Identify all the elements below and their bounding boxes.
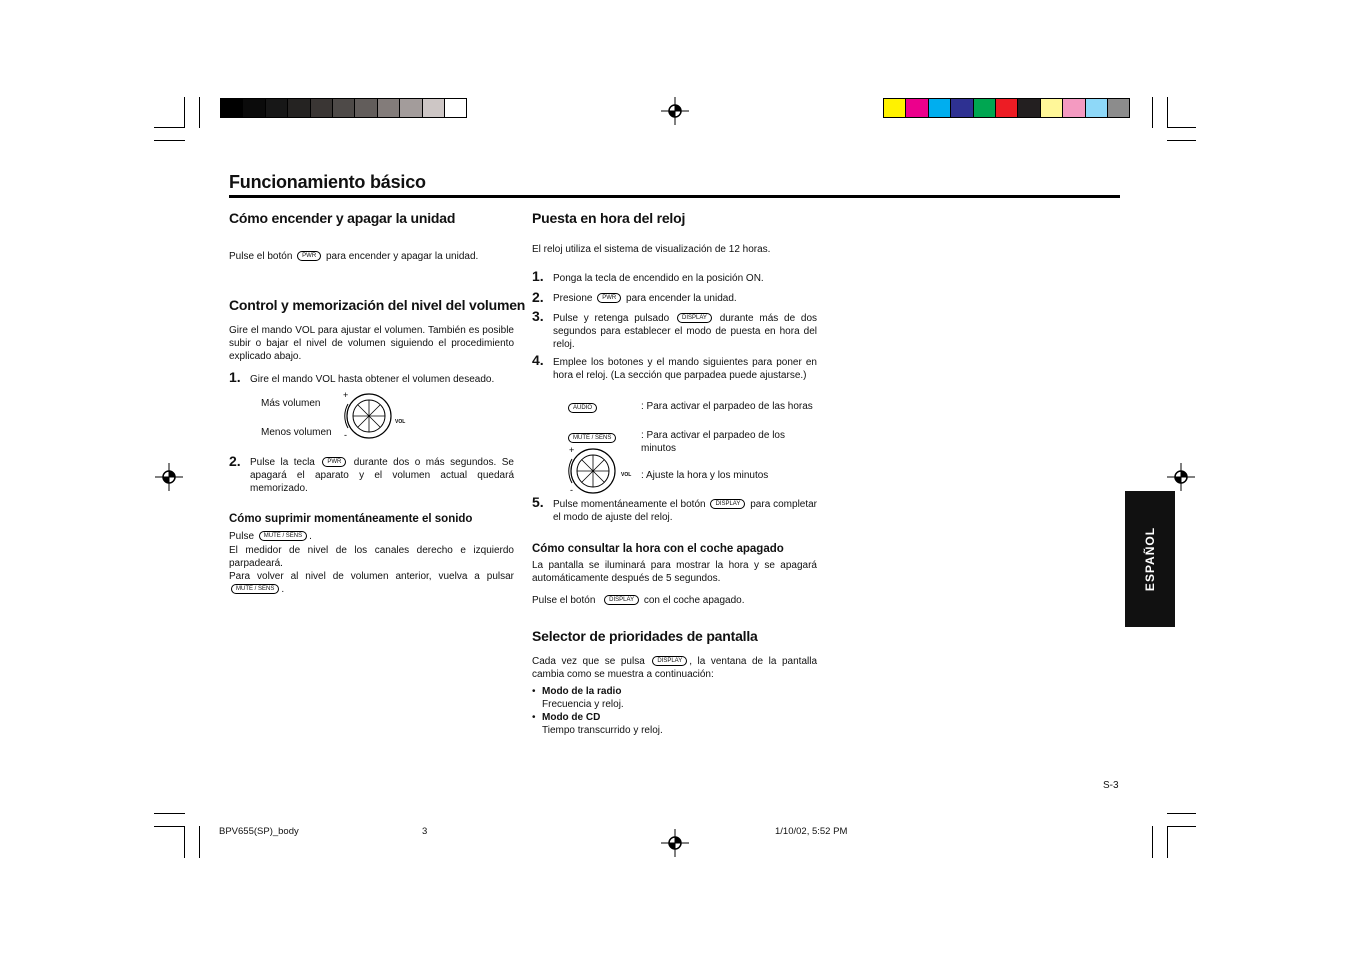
text: Cada vez que se pulsa bbox=[532, 656, 645, 667]
page-number: S-3 bbox=[1103, 780, 1119, 791]
color-swatch bbox=[332, 98, 355, 118]
clock-step-4: Emplee los botones y el mando siguientes para poner en hora el reloj. (La sección que parpadea puede ajustarse.) bbox=[553, 357, 817, 381]
section-heading-clock: Puesta en hora del reloj bbox=[532, 210, 686, 226]
bullet-icon: • bbox=[532, 686, 536, 697]
audio-row-text: : Para activar el parpadeo de las horas bbox=[641, 401, 813, 412]
crop-mark bbox=[1167, 826, 1168, 858]
text: Para volver al nivel de volumen anterior, vuelva a pulsar bbox=[229, 571, 514, 582]
pwr-button-icon: PWR bbox=[597, 293, 621, 303]
pwr-button-icon: PWR bbox=[322, 457, 346, 467]
clock-step-3 bbox=[553, 312, 817, 351]
display-button-icon: DISPLAY bbox=[604, 595, 639, 605]
mute-row-text: : Para activar el parpadeo de los minutos bbox=[641, 430, 785, 454]
knob-minus-label: - bbox=[570, 485, 573, 495]
crop-mark bbox=[1167, 97, 1168, 128]
knob-label-less: Menos volumen bbox=[261, 427, 332, 438]
clock-intro: El reloj utiliza el sistema de visualización de 12 horas. bbox=[532, 244, 771, 255]
cd-mode-title: Modo de CD bbox=[542, 712, 601, 723]
color-swatch bbox=[1085, 98, 1108, 118]
color-swatch bbox=[399, 98, 422, 118]
clock-step-2 bbox=[553, 292, 737, 305]
color-swatch bbox=[973, 98, 996, 118]
language-tab bbox=[1125, 491, 1175, 627]
crop-mark bbox=[199, 97, 200, 128]
color-swatch bbox=[242, 98, 265, 118]
color-swatch bbox=[287, 98, 310, 118]
crop-mark bbox=[154, 826, 185, 827]
subheading-mute: Cómo suprimir momentáneamente el sonido bbox=[229, 513, 473, 525]
knob-plus-label: + bbox=[569, 445, 575, 455]
crop-mark bbox=[1152, 826, 1153, 858]
footer-page: 3 bbox=[422, 826, 428, 837]
crop-mark bbox=[184, 97, 185, 128]
page-title: Funcionamiento básico bbox=[229, 172, 426, 192]
clock-step-5 bbox=[553, 498, 817, 524]
color-swatch bbox=[1040, 98, 1063, 118]
language-tab-label: ESPAÑOL bbox=[1143, 526, 1157, 592]
registration-mark-icon bbox=[661, 97, 689, 125]
knob-plus-label: + bbox=[343, 390, 349, 400]
footer-date: 1/10/02, 5:52 PM bbox=[775, 826, 848, 837]
crop-mark bbox=[1152, 97, 1153, 128]
color-swatch bbox=[1062, 98, 1085, 118]
registration-mark-icon bbox=[155, 463, 183, 491]
color-swatch bbox=[1017, 98, 1040, 118]
volume-knob-icon bbox=[566, 445, 636, 497]
crop-mark bbox=[1167, 140, 1196, 141]
text: para completar el modo de ajuste del reloj. bbox=[553, 499, 818, 523]
mute-restore bbox=[229, 570, 514, 596]
power-instruction bbox=[229, 250, 478, 263]
crop-mark bbox=[154, 127, 185, 128]
crop-mark bbox=[184, 826, 185, 858]
volume-step-2 bbox=[250, 456, 514, 495]
text: durante más de dos segundos para establecer el modo de puesta en hora del reloj. bbox=[553, 313, 818, 350]
radio-mode-title: Modo de la radio bbox=[542, 686, 622, 697]
cd-mode-text: Tiempo transcurrido y reloj. bbox=[542, 725, 663, 736]
color-swatch bbox=[310, 98, 333, 118]
display-button-icon: DISPLAY bbox=[710, 499, 745, 509]
text: con el coche apagado. bbox=[643, 595, 745, 606]
display-button-icon: DISPLAY bbox=[652, 656, 687, 666]
text: Pulse momentáneamente el botón bbox=[553, 499, 706, 510]
color-swatch bbox=[422, 98, 445, 118]
text: durante dos o más segundos. Se apagará el aparato y el volumen actual quedará memorizado. bbox=[250, 457, 514, 494]
text: para encender la unidad. bbox=[626, 293, 737, 304]
text: para encender y apagar la unidad. bbox=[325, 251, 479, 262]
knob-label-more: Más volumen bbox=[261, 398, 321, 409]
step-number: 4. bbox=[532, 352, 544, 368]
footer-file: BPV655(SP)_body bbox=[219, 826, 299, 837]
text: Pulse el botón bbox=[229, 251, 293, 262]
title-rule bbox=[229, 195, 1120, 198]
color-swatch bbox=[905, 98, 928, 118]
color-swatch bbox=[220, 98, 243, 118]
text: Presione bbox=[553, 293, 593, 304]
step-number: 5. bbox=[532, 494, 544, 510]
clock-off-instruction bbox=[532, 594, 745, 607]
text: Pulse y retenga pulsado bbox=[553, 313, 670, 324]
subheading-clock-off: Cómo consultar la hora con el coche apagado bbox=[532, 543, 784, 555]
text: Pulse la tecla bbox=[250, 457, 315, 468]
display-priority-text bbox=[532, 655, 817, 681]
display-button-icon: DISPLAY bbox=[677, 313, 712, 323]
color-swatch bbox=[928, 98, 951, 118]
crop-mark bbox=[199, 826, 200, 858]
registration-mark-icon bbox=[1167, 463, 1195, 491]
step-number: 3. bbox=[532, 308, 544, 324]
vol-row-text: : Ajuste la hora y los minutos bbox=[641, 470, 769, 481]
color-swatch bbox=[883, 98, 906, 118]
mute-label: MUTE / SENS bbox=[568, 433, 616, 443]
audio-label: AUDIO bbox=[568, 403, 597, 413]
volume-intro: Gire el mando VOL para ajustar el volumen. También es posible subir o bajar el nivel de volumen siguiendo el procedimiento explicado abajo. bbox=[229, 325, 514, 362]
crop-mark bbox=[154, 813, 185, 814]
text: , la ventana de la pantalla cambia como se muestra a continuación: bbox=[532, 656, 818, 680]
knob-minus-label: - bbox=[344, 430, 347, 440]
mute-description: El medidor de nivel de los canales derecho e izquierdo parpadeará. bbox=[229, 545, 514, 569]
registration-mark-icon bbox=[661, 829, 689, 857]
radio-mode-text: Frecuencia y reloj. bbox=[542, 699, 624, 710]
knob-vol-label: VOL bbox=[621, 472, 632, 478]
color-swatch bbox=[995, 98, 1018, 118]
audio-button-icon bbox=[568, 399, 597, 417]
crop-mark bbox=[1167, 813, 1196, 814]
crop-mark bbox=[1167, 826, 1196, 827]
section-heading-power: Cómo encender y apagar la unidad bbox=[229, 210, 456, 226]
color-swatch bbox=[1107, 98, 1130, 118]
volume-knob-icon bbox=[342, 390, 412, 442]
text: Pulse el botón bbox=[532, 595, 596, 606]
step-number: 2. bbox=[229, 453, 241, 469]
color-swatch bbox=[354, 98, 377, 118]
section-heading-display-priority: Selector de prioridades de pantalla bbox=[532, 628, 758, 644]
bullet-icon: • bbox=[532, 712, 536, 723]
clock-off-text: La pantalla se iluminará para mostrar la hora y se apagará automáticamente después de 5 segundos. bbox=[532, 560, 817, 584]
section-heading-volume: Control y memorización del nivel del volumen bbox=[229, 297, 526, 313]
color-swatch bbox=[377, 98, 400, 118]
mute-sens-button-icon: MUTE / SENS bbox=[259, 531, 307, 541]
text: . bbox=[281, 584, 285, 595]
pwr-button-icon: PWR bbox=[297, 251, 321, 261]
color-swatch bbox=[265, 98, 288, 118]
clock-step-1: Ponga la tecla de encendido en la posición ON. bbox=[553, 273, 764, 284]
crop-mark bbox=[154, 140, 185, 141]
mute-instruction bbox=[229, 530, 312, 543]
text: . bbox=[309, 531, 312, 542]
color-swatch bbox=[950, 98, 973, 118]
step-number: 2. bbox=[532, 289, 544, 305]
step-number: 1. bbox=[532, 268, 544, 284]
step-number: 1. bbox=[229, 369, 241, 385]
mute-sens-button-icon: MUTE / SENS bbox=[231, 584, 279, 594]
knob-vol-label: VOL bbox=[395, 419, 406, 425]
crop-mark bbox=[1167, 127, 1196, 128]
color-swatch bbox=[444, 98, 467, 118]
volume-step-1: Gire el mando VOL hasta obtener el volumen deseado. bbox=[250, 374, 495, 385]
text: Pulse bbox=[229, 531, 255, 542]
